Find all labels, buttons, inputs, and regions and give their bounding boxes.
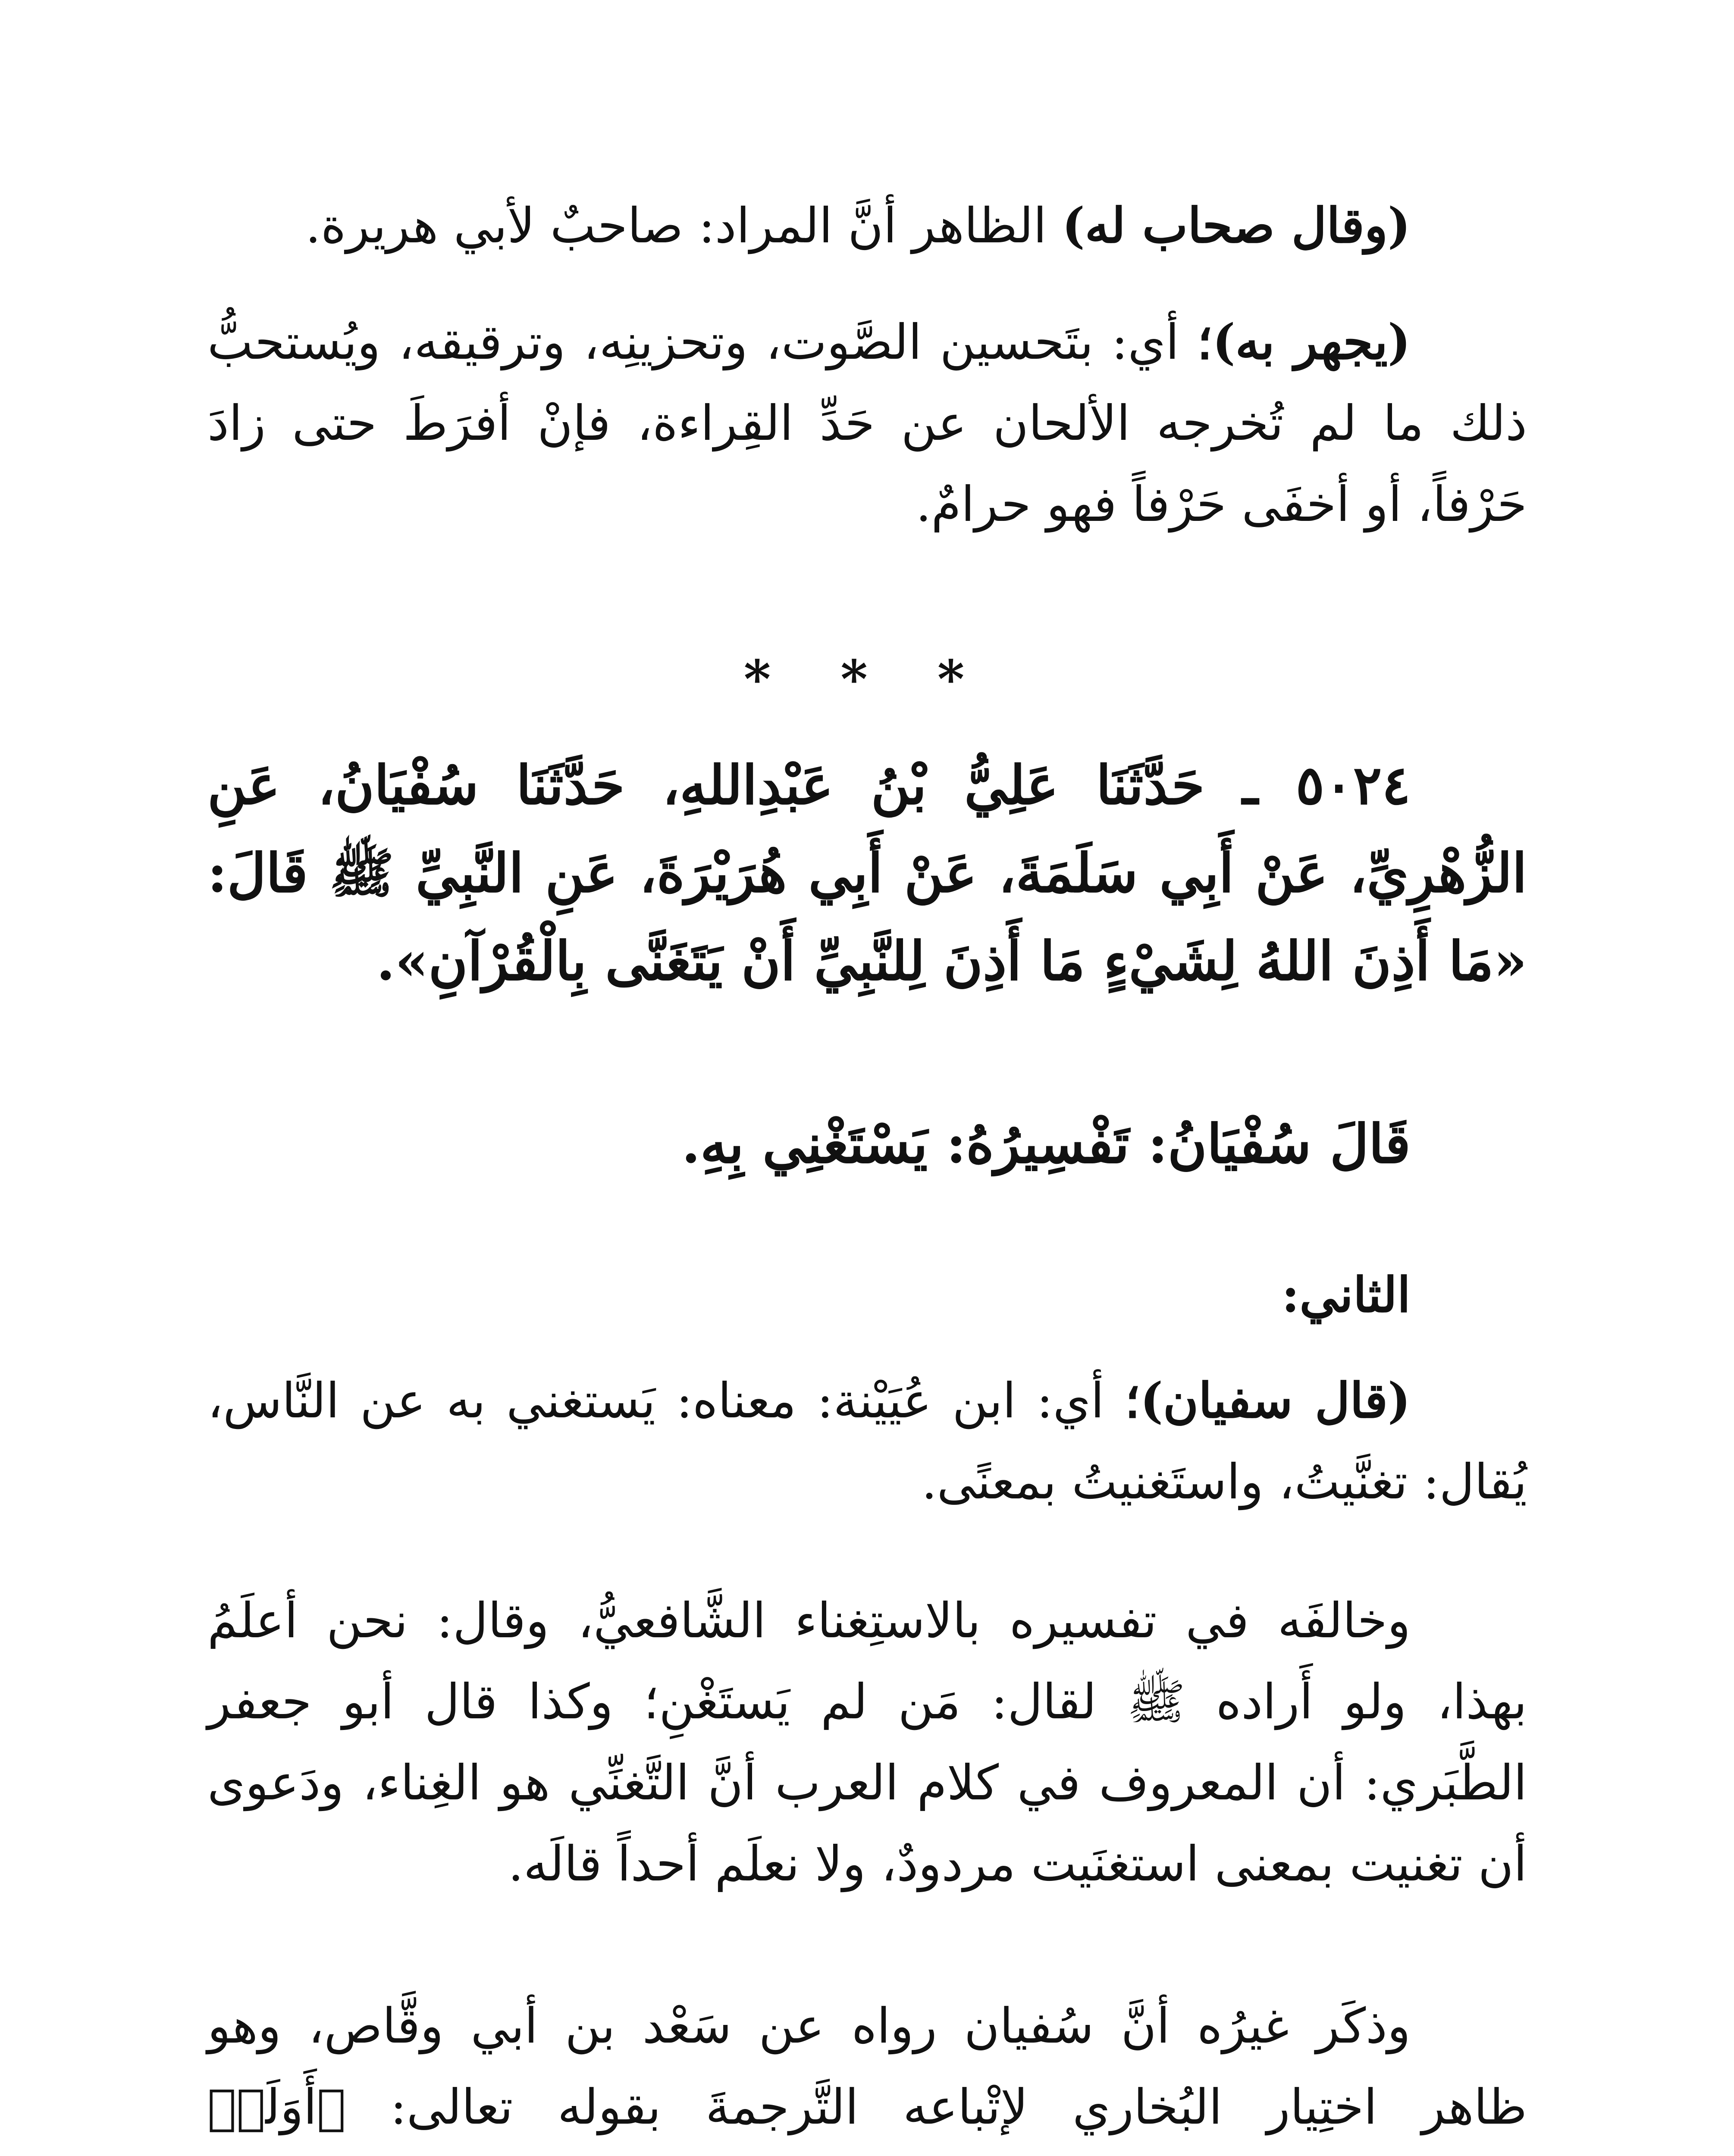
paragraph-text: أي: بتَحسين الصَّوت، وتحزينِه، وترقيقه، ويُستحبُّ ذلك ما لم تُخرجه الألحان عن حَدِّ القِراءة، فإنْ أفرَطَ حتى زادَ حَرْفاً، أو أخفَى حَرْفاً فهو حرامٌ. [207,314,1527,533]
commentary-text: أي: ابن عُيَيْنة: معناه: يَستغني به عن النَّاس، يُقال: تغنَّيتُ، واستَغنيتُ بمعنًى. [207,1373,1527,1510]
commentary-bukhari [207,1986,1527,2156]
section-separator: * * * [743,649,991,710]
hadith-sufyan-note [207,1104,1527,1185]
section-heading-second [207,1255,1527,1336]
commentary-text: وخالفَه في تفسيره بالاستِغناء الشَّافعيُّ، وقال: نحن أعلَمُ بهذا، ولو أَراده ﷺ لقال: مَن لم يَستَغْنِ؛ وكذا قال أبو جعفر الطَّبَري: أن المعروف في كلام العرب أنَّ التَّغنِّي هو الغِناء، ودَعوى أن تغنيت بمعنى استغنَيت مردودٌ، ولا نعلَم أحداً قالَه. [207,1593,1527,1892]
paragraph-label: (يجهر به)؛ [1197,314,1411,370]
commentary-label: (قال سفيان)؛ [1125,1373,1411,1429]
paragraph-text: الظاهر أنَّ المراد: صاحبٌ لأبي هريرة. [305,198,1062,254]
second-heading: الثاني: [1281,1267,1411,1323]
commentary-sufyan [207,1360,1527,1523]
paragraph-recitation [207,302,1527,545]
paragraph-label: (وقال صحاب له) [1062,197,1411,254]
hadith-body: ٥٠٢٤ ـ حَدَّثَنَا عَلِيُّ بْنُ عَبْدِاللهِ، حَدَّثَنَا سُفْيَانُ، عَنِ الزُّهْرِيِّ، عَنْ أَبِي سَلَمَةَ، عَنْ أَبِي هُرَيْرَةَ، عَنِ النَّبِيِّ ﷺ قَالَ: «مَا أَذِنَ اللهُ لِشَيْءٍ مَا أَذِنَ لِلنَّبِيِّ أَنْ يَتَغَنَّى بِالْقُرْآنِ». [207,754,1527,993]
paragraph-companion [207,185,1527,266]
commentary-text: وذكَر غيرُه أنَّ سُفيان رواه عن سَعْد بن أبي وقَّاص، وهو ظاهر اختِيار البُخاري لإتْباعه التَّرجمةَ بقوله تعالى: ﴿أَوَلَمۡ [207,1998,1527,2135]
sufyan-note: قَالَ سُفْيَانُ: تَفْسِيرُهُ: يَسْتَغْنِي بِهِ. [681,1113,1411,1175]
hadith-text [207,742,1527,1006]
commentary-shafii [207,1580,1527,1905]
